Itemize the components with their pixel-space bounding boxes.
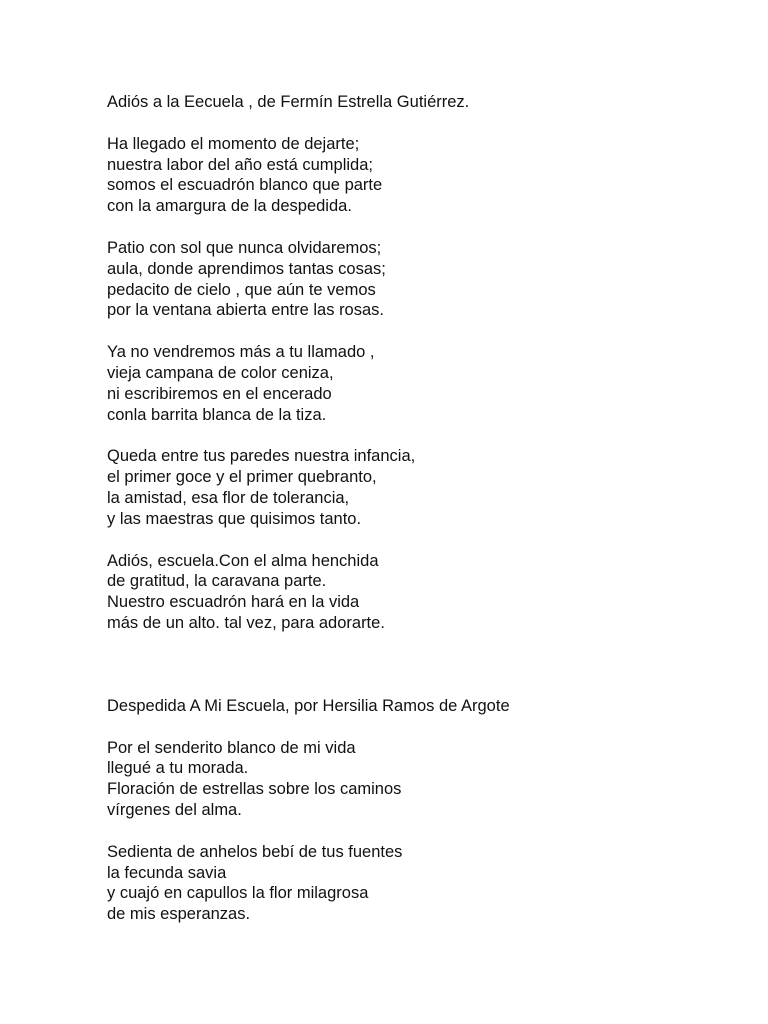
verse-line: y las maestras que quisimos tanto. xyxy=(107,509,362,528)
verse-line: Sedienta de anhelos bebí de tus fuentes xyxy=(107,842,403,861)
verse-line: el primer goce y el primer quebranto, xyxy=(107,468,377,487)
verse-line: la fecunda savia xyxy=(107,863,227,882)
stanza xyxy=(107,842,727,925)
verse-line: ni escribiremos en el encerado xyxy=(107,384,332,403)
verse-line: somos el escuadrón blanco que parte xyxy=(107,176,383,195)
stanza xyxy=(107,342,727,425)
verse-line: Por el senderito blanco de mi vida xyxy=(107,738,356,757)
verse-line: Ha llegado el momento de dejarte; xyxy=(107,134,360,153)
verse-line: vieja campana de color ceniza, xyxy=(107,363,334,382)
poem-title: Despedida A Mi Escuela, por Hersilia Ramos de Argote xyxy=(107,696,510,715)
text-column xyxy=(107,92,727,946)
verse-line: y cuajó en capullos la flor milagrosa xyxy=(107,884,369,903)
stanza xyxy=(107,238,727,321)
verse-line: Patio con sol que nunca olvidaremos; xyxy=(107,238,382,257)
verse-line: más de un alto. tal vez, para adorarte. xyxy=(107,613,385,632)
verse-line: llegué a tu morada. xyxy=(107,759,249,778)
verse-line: Adiós, escuela.Con el alma henchida xyxy=(107,551,379,570)
verse-line: Nuestro escuadrón hará en la vida xyxy=(107,593,360,612)
verse-line: pedacito de cielo , que aún te vemos xyxy=(107,280,376,299)
poem-title: Adiós a la Eecuela , de Fermín Estrella Gutiérrez. xyxy=(107,93,470,111)
verse-line: aula, donde aprendimos tantas cosas; xyxy=(107,259,386,278)
verse-line: nuestra labor del año está cumplida; xyxy=(107,155,373,174)
verse-line: de mis esperanzas. xyxy=(107,905,251,924)
stanza xyxy=(107,134,727,217)
verse-line: de gratitud, la caravana parte. xyxy=(107,572,327,591)
stanza xyxy=(107,446,727,529)
verse-line: por la ventana abierta entre las rosas. xyxy=(107,301,384,320)
stanza xyxy=(107,551,727,634)
verse-line: con la amargura de la despedida. xyxy=(107,197,352,216)
verse-line: Floración de estrellas sobre los caminos xyxy=(107,780,402,799)
verse-line: Ya no vendremos más a tu llamado , xyxy=(107,343,375,362)
stanza xyxy=(107,738,727,821)
verse-line: conla barrita blanca de la tiza. xyxy=(107,405,327,424)
verse-line: vírgenes del alma. xyxy=(107,800,242,819)
verse-line: la amistad, esa flor de tolerancia, xyxy=(107,488,350,507)
verse-line: Queda entre tus paredes nuestra infancia, xyxy=(107,447,416,466)
